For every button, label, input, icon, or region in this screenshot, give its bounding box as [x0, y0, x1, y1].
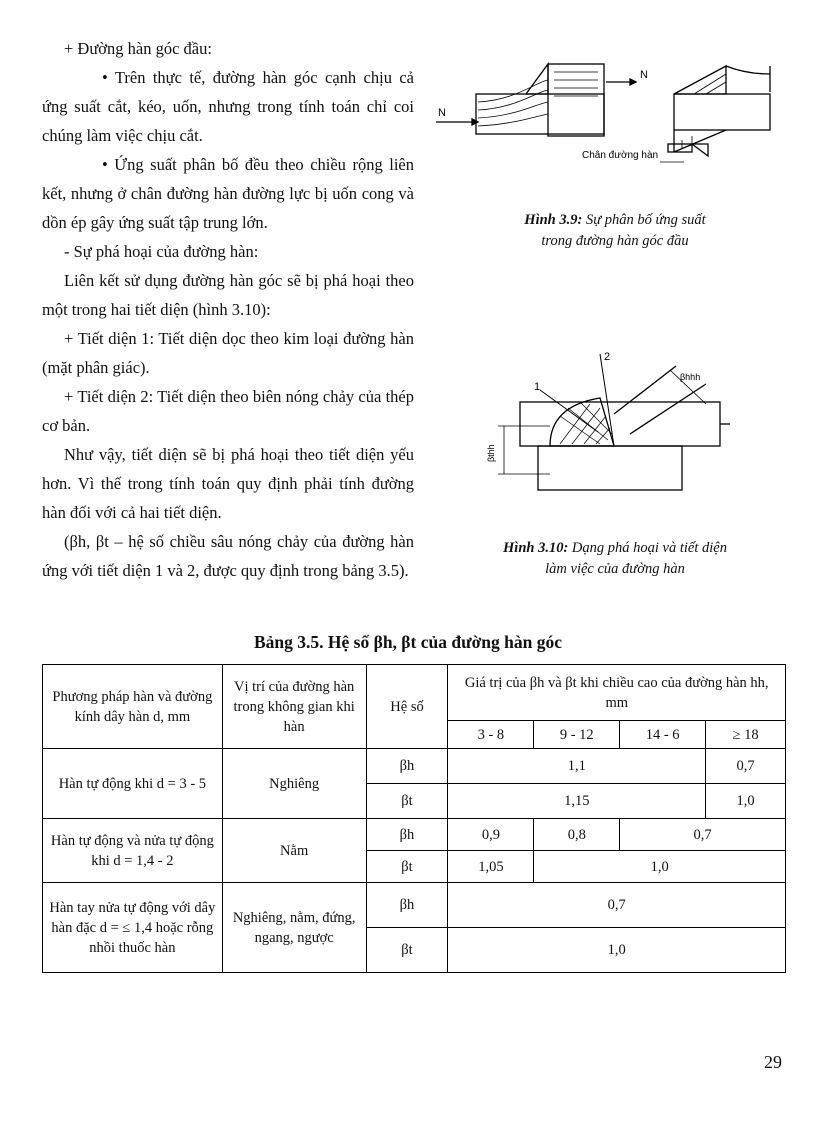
row1-bt-value: 1,15	[448, 784, 706, 819]
row1-bh-value-18: 0,7	[706, 749, 786, 784]
figure-3-10	[480, 344, 750, 504]
header-range: ≥ 18	[706, 721, 786, 749]
caption-text: trong đường hàn góc đầu	[541, 233, 689, 249]
figure-3-9-caption	[450, 210, 780, 252]
header-position: Vị trí của đường hàn trong không gian khi hàn	[222, 665, 366, 749]
row1-position: Nghiêng	[222, 749, 366, 819]
row3-bh-value: 0,7	[448, 883, 786, 928]
paragraph: + Đường hàn góc đầu:	[64, 39, 212, 58]
caption-text: làm việc của đường hàn	[545, 561, 685, 577]
row3-coef-bt: βt	[366, 928, 448, 973]
row2-bh-value-3-8: 0,9	[448, 819, 534, 851]
fig39-label-foot: Chân đường hàn	[582, 150, 659, 161]
figure-3-9	[436, 52, 796, 182]
fig39-label-n-left: N	[438, 107, 446, 119]
fig310-label-bh-hh: βhhh	[680, 372, 701, 382]
row3-coef-bh: βh	[366, 883, 448, 928]
table-title: Bảng 3.5. Hệ số βh, βt của đường hàn góc	[254, 632, 562, 652]
fig39-label-n-right: N	[640, 69, 648, 81]
fig310-label-1: 1	[534, 381, 541, 393]
row2-bt-value-3-8: 1,05	[448, 851, 534, 883]
fig310-label-bt-hh: βthh	[486, 444, 496, 462]
row2-position: Nằm	[222, 819, 366, 883]
paragraph: - Sự phá hoại của đường hàn:	[64, 242, 259, 261]
left-column-text	[42, 34, 414, 585]
page-number: 29	[764, 1052, 782, 1072]
row3-method: Hàn tay nửa tự động với dây hàn đặc d = ≤ 1,4 hoặc rỗng nhồi thuốc hàn	[43, 883, 223, 973]
paragraph: Liên kết sử dụng đường hàn góc sẽ bị phá hoại theo một trong hai tiết diện (hình 3.10):	[42, 271, 414, 319]
row2-coef-bt: βt	[366, 851, 448, 883]
caption-label: Hình 3.9:	[524, 212, 583, 228]
caption-text: Sự phân bố ứng suất	[582, 212, 706, 228]
coefficient-table	[42, 664, 786, 973]
header-range: 3 - 8	[448, 721, 534, 749]
row1-method: Hàn tự động khi d = 3 - 5	[43, 749, 223, 819]
paragraph: + Tiết diện 2: Tiết diện theo biên nóng chảy của thép cơ bản.	[42, 387, 414, 435]
paragraph: Như vậy, tiết diện sẽ bị phá hoại theo tiết diện yếu hơn. Vì thế trong tính toán quy định phải tính đường hàn đối với cả hai tiết diện.	[42, 445, 414, 522]
caption-label: Hình 3.10:	[503, 540, 569, 556]
row2-coef-bh: βh	[366, 819, 448, 851]
paragraph: • Ứng suất phân bố đều theo chiều rộng liên kết, nhưng ở chân đường hàn đường lực bị uốn cong và dồn ép gây ứng suất tập trung lớn.	[42, 155, 414, 232]
row2-bh-value-14-18: 0,7	[620, 819, 786, 851]
row3-bt-value: 1,0	[448, 928, 786, 973]
caption-text: Dạng phá hoại và tiết diện	[568, 540, 727, 556]
paragraph: + Tiết diện 1: Tiết diện dọc theo kim loại đường hàn (mặt phân giác).	[42, 329, 414, 377]
row1-coef-bh: βh	[366, 749, 448, 784]
row3-position: Nghiêng, nằm, đứng, ngang, ngược	[222, 883, 366, 973]
header-coefficient: Hệ số	[366, 665, 448, 749]
row2-bt-value-rest: 1,0	[534, 851, 786, 883]
row1-coef-bt: βt	[366, 784, 448, 819]
header-range: 14 - 6	[620, 721, 706, 749]
header-values: Giá trị của βh và βt khi chiều cao của đường hàn hh, mm	[448, 665, 786, 721]
row2-bh-value-9-12: 0,8	[534, 819, 620, 851]
paragraph: • Trên thực tế, đường hàn góc cạnh chịu cả ứng suất cắt, kéo, uốn, nhưng trong tính toán chỉ coi chúng làm việc chịu cắt.	[42, 68, 414, 145]
header-method: Phương pháp hàn và đường kính dây hàn d, mm	[43, 665, 223, 749]
fig310-label-2: 2	[604, 351, 611, 363]
row1-bt-value-18: 1,0	[706, 784, 786, 819]
row2-method: Hàn tự động và nửa tự động khi d = 1,4 - 2	[43, 819, 223, 883]
header-range: 9 - 12	[534, 721, 620, 749]
figure-3-10-caption	[440, 538, 790, 580]
paragraph: (βh, βt – hệ số chiều sâu nóng chảy của đường hàn ứng với tiết diện 1 và 2, được quy định trong bảng 3.5).	[42, 532, 414, 580]
row1-bh-value: 1,1	[448, 749, 706, 784]
